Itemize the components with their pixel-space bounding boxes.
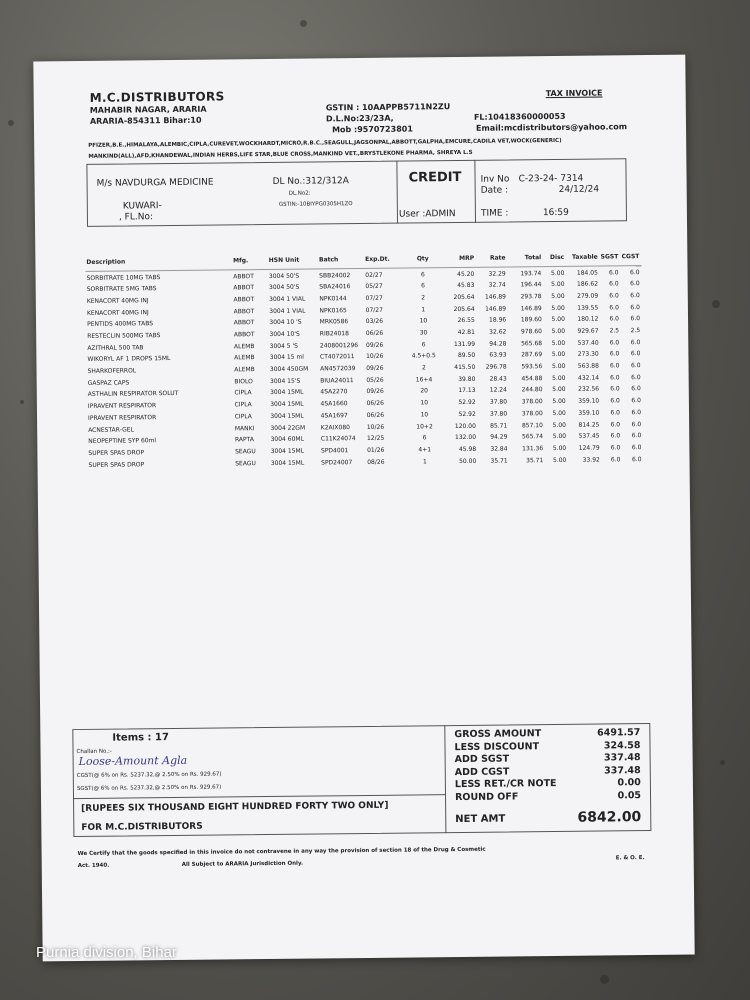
cell-description: IPRAVENT RESPIRATOR	[87, 402, 157, 411]
certification-line-1: We Certify that the goods specified in this invoice do not contravene in any way the provision of section 18 of the Drug & Cosmetic	[77, 846, 486, 858]
cell-taxable: 359.10	[578, 397, 600, 405]
cell-taxable: 184.05	[576, 269, 598, 277]
cell-disc: 5.00	[551, 281, 565, 289]
customer-name: M/s NAVDURGA MEDICINE	[96, 177, 214, 189]
inv-no: C-23-24- 7314	[518, 173, 584, 185]
cell-cgst: 6.0	[630, 315, 641, 323]
cell-cgst: 6.0	[631, 408, 642, 417]
col-mrp: MRP	[459, 254, 475, 262]
cell-exp-dt: 05/26	[366, 376, 384, 384]
col-rate: Rate	[489, 254, 506, 262]
cell-disc: 5.00	[552, 398, 566, 406]
cell-taxable: 537.45	[578, 432, 600, 440]
cell-description: ACNESTAR-GEL	[88, 425, 134, 434]
customer-gstin: GSTIN:-10BIYPG0305H1ZO	[278, 201, 353, 208]
cell-hsn-unit: 3004 1 VIAL	[269, 295, 306, 303]
cell-taxable: 180.12	[577, 315, 599, 324]
cell-total: 196.44	[520, 281, 542, 289]
cell-qty: 4.5+0.5	[411, 352, 436, 360]
cell-hsn-unit: 3004 60ML	[270, 435, 304, 444]
cell-description: ASTHALIN RESPIRATOR SOLUT	[87, 390, 179, 399]
cell-cgst: 6.0	[631, 420, 642, 428]
total-label: ADD CGST	[454, 765, 510, 778]
cell-hsn-unit: 3004 15'S	[269, 377, 301, 385]
cell-hsn-unit: 3004 22GM	[270, 424, 306, 432]
cell-exp-dt: 01/26	[367, 446, 385, 454]
cell-sgst: 6.0	[610, 409, 621, 417]
cell-mrp: 50.00	[459, 457, 477, 465]
cell-hsn-unit: 3004 15 ml	[269, 354, 305, 362]
cell-batch: 4SA1697	[320, 412, 348, 420]
cell-hsn-unit: 3004 50'S	[268, 272, 300, 280]
customer-fl: , FL.No:	[118, 212, 154, 223]
cell-qty: 2	[421, 294, 426, 302]
cell-qty: 1	[422, 457, 427, 465]
cell-qty: 6	[420, 270, 425, 278]
cell-total: 454.88	[521, 374, 543, 383]
cell-cgst: 6.0	[631, 455, 642, 463]
cell-rate: 63.93	[489, 351, 507, 360]
cell-mrp: 26.55	[457, 317, 475, 325]
cell-description: KENACORT 40MG INJ	[86, 297, 149, 305]
cell-total: 857.10	[521, 421, 543, 429]
cell-batch: 2408001296	[319, 341, 359, 350]
cell-hsn-unit: 3004 15ML	[270, 400, 304, 409]
cell-taxable: 186.62	[576, 280, 599, 289]
cell-cgst: 6.0	[630, 338, 641, 346]
cell-exp-dt: 07/27	[365, 306, 383, 314]
cell-total: 293.78	[520, 293, 542, 301]
total-label: ROUND OFF	[454, 790, 519, 803]
cell-hsn-unit: 3004 10'S	[269, 330, 300, 339]
total-label: GROSS AMOUNT	[454, 728, 542, 741]
cell-cgst: 2.5	[630, 327, 641, 335]
cell-total: 593.56	[521, 363, 543, 371]
total-label: LESS RET./CR NOTE	[454, 777, 557, 791]
cell-exp-dt: 10/26	[366, 353, 384, 361]
cell-disc: 5.00	[552, 456, 567, 464]
cell-exp-dt: 10/26	[366, 423, 385, 431]
cell-description: IPRAVENT RESPIRATOR	[88, 414, 157, 422]
cell-cgst: 6.0	[630, 362, 641, 370]
cell-mrp: 131.99	[453, 340, 476, 348]
cell-total: 978.60	[520, 328, 542, 336]
cell-exp-dt: 06/26	[366, 399, 384, 408]
cell-cgst: 6.0	[630, 350, 641, 358]
cell-exp-dt: 02/27	[365, 271, 383, 279]
cell-exp-dt: 09/26	[366, 388, 384, 396]
cell-qty: 2	[421, 364, 426, 372]
cell-rate: 37.80	[489, 410, 508, 418]
cell-mfg: ABBOT	[233, 272, 254, 280]
cell-mfg: CIPLA	[234, 401, 252, 409]
col-hsn-unit: HSN Unit	[268, 256, 300, 264]
cell-hsn-unit: 3004 15ML	[270, 447, 305, 455]
cell-cgst: 6.0	[631, 373, 641, 381]
cell-mrp: 120.00	[454, 422, 476, 430]
total-value: 6491.57	[597, 727, 641, 739]
cell-mfg: ABBOT	[233, 284, 255, 292]
col-mfg: Mfg.	[233, 257, 249, 265]
cell-exp-dt: 05/27	[365, 283, 383, 291]
eoe-note: E. & O. E.	[615, 855, 645, 862]
cell-batch: SPD4001	[320, 447, 349, 455]
handwritten-note: Loose-Amount Agla	[78, 753, 188, 769]
col-qty: Qty	[416, 255, 429, 263]
cell-rate: 146.89	[485, 305, 507, 313]
net-amount-value: 6842.00	[577, 809, 642, 826]
cell-mfg: ABBOT	[233, 331, 255, 339]
cell-rate: 94.28	[489, 340, 507, 348]
cell-batch: C11K24074	[320, 435, 356, 443]
jurisdiction-note: All Subject to ARARIA Jurisdiction Only.	[181, 860, 304, 868]
cell-description: SUPER SPAS DROP	[88, 460, 145, 469]
cell-description: NEOPEPTINE SYP 60ml	[88, 437, 157, 446]
cell-hsn-unit: 3004 50'S	[268, 283, 300, 292]
time-label: TIME :	[480, 208, 509, 219]
cell-exp-dt: 08/26	[367, 458, 385, 466]
cell-disc: 5.00	[552, 386, 566, 394]
cell-batch: AN4572039	[320, 365, 356, 373]
cell-disc: 5.00	[552, 421, 567, 429]
cell-total: 131.36	[522, 445, 544, 453]
cell-total: 146.89	[520, 304, 542, 313]
cell-cgst: 6.0	[629, 268, 640, 276]
cell-sgst: 6.0	[609, 350, 620, 358]
cell-disc: 5.00	[552, 374, 566, 382]
cell-taxable: 537.40	[577, 339, 599, 347]
cell-mfg: ALEMB	[233, 342, 255, 351]
cell-exp-dt: 09/26	[365, 341, 384, 349]
cell-batch: NPK0165	[319, 306, 347, 315]
cell-disc: 5.00	[551, 304, 565, 312]
cell-rate: 296.78	[485, 363, 507, 371]
doc-type-title: TAX INVOICE	[545, 88, 603, 99]
cell-description: PENTIDS 400MG TABS	[87, 320, 154, 329]
cell-mfg: RAPTA	[234, 436, 254, 444]
cell-total: 193.74	[520, 269, 542, 277]
cell-exp-dt: 12/25	[366, 435, 385, 443]
cell-hsn-unit: 3004 1 VIAL	[269, 307, 306, 315]
amount-in-words: [RUPEES SIX THOUSAND EIGHT HUNDRED FORTY TWO ONLY]	[81, 800, 389, 814]
cell-qty: 6	[422, 434, 427, 442]
cell-mrp: 45.98	[458, 445, 477, 453]
cell-batch: RIB24018	[319, 330, 349, 338]
items-table	[85, 253, 642, 471]
cell-sgst: 6.0	[609, 280, 619, 288]
cell-mfg: BIOLO	[234, 377, 253, 386]
cell-taxable: 232.56	[578, 386, 600, 394]
col-sgst: SGST	[600, 253, 619, 261]
cell-cgst: 6.0	[630, 303, 640, 311]
cell-mrp: 45.20	[457, 270, 475, 278]
cell-batch: K2AIX080	[320, 423, 350, 431]
cell-total: 244.80	[521, 386, 543, 394]
cell-mfg: MANKI	[234, 424, 255, 432]
customer-dl-no: DL No.:312/312A	[272, 176, 349, 187]
company-dl-no: D.L.No:23/23A,	[325, 113, 394, 124]
total-value: 324.58	[603, 739, 641, 752]
cell-disc: 5.00	[550, 269, 565, 277]
col-description: Description	[86, 258, 126, 266]
cell-exp-dt: 06/26	[366, 411, 385, 419]
cell-disc: 5.00	[551, 351, 566, 359]
company-name: M.C.DISTRIBUTORS	[89, 89, 225, 105]
cell-mfg: CIPLA	[234, 389, 252, 397]
col-taxable: Taxable	[571, 253, 598, 261]
cell-sgst: 6.0	[609, 303, 619, 312]
cell-sgst: 6.0	[610, 455, 621, 464]
cell-rate: 32.62	[489, 328, 507, 336]
cell-hsn-unit: 3004 15ML	[270, 459, 305, 467]
cell-mrp: 17.13	[458, 387, 476, 395]
cell-disc: 5.00	[551, 316, 565, 324]
cell-qty: 10	[419, 317, 428, 325]
cell-qty: 6	[421, 282, 425, 290]
cell-mrp: 205.64	[453, 293, 475, 302]
cell-taxable: 139.55	[577, 304, 599, 312]
cell-rate: 37.80	[489, 398, 508, 406]
cell-taxable: 432.14	[577, 374, 600, 382]
cell-sgst: 2.5	[609, 327, 620, 335]
cell-sgst: 6.0	[610, 385, 620, 393]
cell-sgst: 6.0	[610, 374, 620, 382]
cell-mfg: ALEMB	[234, 366, 255, 374]
cell-rate: 12.24	[489, 386, 507, 395]
total-label: ADD SGST	[454, 753, 510, 766]
cell-disc: 5.00	[552, 444, 567, 452]
cell-sgst: 6.0	[609, 315, 620, 323]
cell-mrp: 205.64	[453, 305, 475, 313]
cell-cgst: 6.0	[630, 292, 640, 300]
cell-sgst: 6.0	[608, 268, 619, 277]
total-value: 0.05	[617, 789, 642, 801]
cell-cgst: 6.0	[631, 432, 642, 440]
cell-mfg: ABBOT	[233, 319, 255, 327]
customer-dl-no2: DL.No2:	[288, 190, 311, 197]
cell-taxable: 563.88	[577, 362, 599, 370]
challan-no: Challan No.:-	[76, 748, 112, 756]
cell-disc: 5.00	[551, 292, 565, 300]
for-company: FOR M.C.DISTRIBUTORS	[81, 821, 203, 833]
cell-hsn-unit: 3004 15ML	[270, 389, 304, 397]
cell-rate: 35.71	[490, 457, 508, 465]
col-batch: Batch	[318, 256, 339, 264]
cell-taxable: 359.10	[578, 409, 600, 417]
cell-mrp: 132.00	[454, 434, 477, 442]
cell-mrp: 415.50	[454, 363, 476, 372]
date-label: Date :	[480, 185, 509, 196]
cell-batch: SPD24007	[321, 458, 353, 467]
cell-mrp: 42.81	[457, 328, 475, 337]
cell-taxable: 124.79	[578, 444, 600, 452]
cell-description: SORBITRATE 10MG TABS	[86, 273, 161, 282]
company-address-2: ARARIA-854311 Bihar:10	[89, 115, 202, 126]
cell-sgst: 6.0	[610, 432, 621, 440]
col-cgst: CGST	[621, 253, 640, 261]
brands-line-1: PFIZER,B.E.,HIMALAYA,ALEMBIC,CIPLA,CUREVET,WOCKHARDT,MICRO,R.B.C.,SEAGULL,JAGSONPAL,ABBOTT,GALPHA,EMCURE,CADILA VET,WOCK(GENERIC)	[88, 137, 562, 149]
customer-place: KUWARI-	[122, 201, 162, 212]
col-disc: Disc	[550, 253, 565, 262]
cell-description: SUPER SPAS DROP	[88, 449, 145, 457]
cell-mfg: SEAGU	[235, 448, 256, 456]
cell-sgst: 6.0	[610, 420, 621, 428]
cell-rate: 32.29	[488, 270, 506, 278]
cell-sgst: 6.0	[609, 339, 620, 347]
cell-taxable: 279.09	[577, 292, 599, 300]
total-label: LESS DISCOUNT	[454, 740, 540, 753]
cell-mrp: 52.92	[458, 398, 476, 407]
cell-cgst: 6.0	[631, 443, 642, 452]
cell-disc: 5.00	[552, 409, 566, 417]
cell-disc: 5.00	[551, 327, 566, 336]
cell-rate: 146.89	[484, 293, 506, 301]
col-total: Total	[524, 254, 542, 262]
cell-mfg: SEAGU	[235, 459, 256, 467]
cell-exp-dt: 06/26	[365, 329, 384, 338]
cell-description: RESTECLIN 500MG TABS	[87, 332, 161, 340]
cell-sgst: 6.0	[609, 292, 619, 300]
cgst-breakup: CGST(@ 6% on Rs. 5237.32,@ 2.50% on Rs. 929.67)	[76, 771, 222, 780]
cell-exp-dt: 03/26	[365, 318, 384, 326]
cell-qty: 10	[420, 399, 429, 407]
cell-batch: NPK0144	[319, 295, 347, 303]
total-value: 337.48	[604, 764, 641, 776]
cell-batch: BIUA24011	[320, 376, 354, 385]
cell-sgst: 6.0	[609, 362, 620, 370]
cell-sgst: 6.0	[610, 397, 620, 405]
cell-qty: 6	[421, 341, 426, 349]
cell-batch: SBA24016	[319, 283, 351, 291]
cell-qty: 1	[421, 306, 426, 314]
cell-total: 287.69	[521, 351, 543, 359]
cell-mrp: 89.50	[457, 352, 476, 360]
cell-qty: 10+2	[416, 422, 433, 430]
total-value: 337.48	[603, 752, 641, 764]
cell-description: WIKORYL AF 1 DROPS 15ML	[87, 355, 171, 364]
cell-description: KENACORT 40MG INJ	[86, 308, 149, 317]
cell-exp-dt: 07/27	[365, 294, 383, 302]
inv-no-label: Inv No	[480, 174, 510, 185]
cell-rate: 85.71	[490, 422, 508, 430]
cell-qty: 10	[420, 411, 429, 419]
cell-exp-dt: 09/26	[366, 364, 384, 373]
cell-disc: 5.00	[551, 339, 566, 347]
cell-total: 35.71	[526, 456, 544, 464]
brands-line-2: MANKIND(ALL),AFD,KHANDEWAL,INDIAN HERBS,LIFE STAR,BLUE CROSS,MANKIND VET.,BRYSTLEKONE PHARMA, SHREYA L.S	[88, 149, 473, 160]
certification-line-2: Act. 1940.	[77, 862, 110, 870]
cell-mfg: ALEMB	[234, 354, 255, 362]
cell-batch: CT4072011	[319, 353, 355, 361]
invoice-time: 16:59	[542, 207, 569, 219]
payment-mode: CREDIT	[408, 169, 462, 186]
cell-hsn-unit: 3004 10 'S	[269, 318, 302, 327]
cell-rate: 32.84	[490, 445, 508, 453]
total-value: 0.00	[617, 777, 641, 789]
cell-qty: 4+1	[418, 446, 432, 454]
cell-description: GASPAZ CAPS	[87, 379, 130, 387]
invoice-paper	[33, 55, 694, 962]
cell-total: 565.68	[521, 339, 543, 348]
cell-cgst: 6.0	[631, 385, 641, 393]
cell-qty: 16+4	[415, 376, 433, 384]
cell-rate: 94.29	[490, 433, 508, 441]
cell-description: AZITHRAL 500 TAB	[87, 344, 144, 352]
cell-rate: 28.43	[489, 375, 507, 383]
cell-qty: 20	[420, 387, 428, 395]
cell-disc: 5.00	[551, 362, 566, 371]
cell-mrp: 45.83	[457, 282, 475, 290]
cell-mrp: 39.80	[458, 375, 476, 383]
cell-mfg: ABBOT	[233, 296, 255, 304]
company-gstin: GSTIN : 10AAPPB5711N2ZU	[325, 102, 451, 113]
cell-rate: 18.96	[488, 316, 507, 325]
cell-mfg: ABBOT	[233, 307, 255, 316]
net-amount-label: NET AMT	[455, 813, 506, 826]
user-label: User :ADMIN	[398, 209, 456, 220]
cell-mrp: 52.92	[458, 410, 476, 418]
cell-hsn-unit: 3004 5 'S	[269, 342, 299, 350]
cell-hsn-unit: 3004 450GM	[269, 365, 309, 374]
photo-caption: Purnia division, Bihar	[36, 944, 177, 961]
cell-cgst: 6.0	[631, 397, 641, 405]
cell-taxable: 33.92	[582, 456, 600, 464]
cell-total: 378.00	[521, 398, 543, 406]
cell-mfg: CIPLA	[234, 413, 252, 421]
company-mobile: Mob :9570723801	[331, 124, 413, 135]
cell-batch: 4SA1660	[320, 400, 348, 408]
cell-batch: MRK0586	[319, 318, 349, 326]
cell-sgst: 6.0	[610, 444, 621, 452]
cell-cgst: 6.0	[630, 280, 640, 288]
cell-hsn-unit: 3004 15ML	[270, 412, 304, 420]
cell-batch: 4SA2270	[320, 388, 348, 396]
company-fl: FL:10418360000053	[473, 111, 566, 122]
cell-taxable: 929.67	[577, 327, 599, 335]
cell-total: 189.60	[520, 316, 542, 324]
cell-description: SORBITRATE 5MG TABS	[86, 285, 157, 294]
cell-batch: SBB24002	[319, 271, 351, 280]
sgst-breakup: SGST(@ 6% on Rs. 5237.32,@ 2.50% on Rs. 929.67)	[76, 784, 222, 793]
cell-taxable: 273.30	[577, 350, 599, 359]
cell-description: SHARKOFERROL	[87, 367, 137, 375]
invoice-date: 24/12/24	[558, 184, 600, 195]
cell-rate: 32.74	[488, 281, 506, 289]
cell-total: 565.74	[522, 433, 544, 441]
cell-total: 378.00	[521, 409, 543, 418]
cell-disc: 5.00	[552, 433, 567, 441]
cell-qty: 30	[419, 329, 428, 337]
cell-taxable: 814.25	[578, 421, 600, 429]
company-email: Email:mcdistributors@yahoo.com	[475, 122, 628, 133]
items-count: Items : 17	[112, 732, 169, 744]
company-address-1: MAHABIR NAGAR, ARARIA	[89, 104, 207, 115]
col-exp-dt: Exp.Dt.	[365, 255, 390, 263]
